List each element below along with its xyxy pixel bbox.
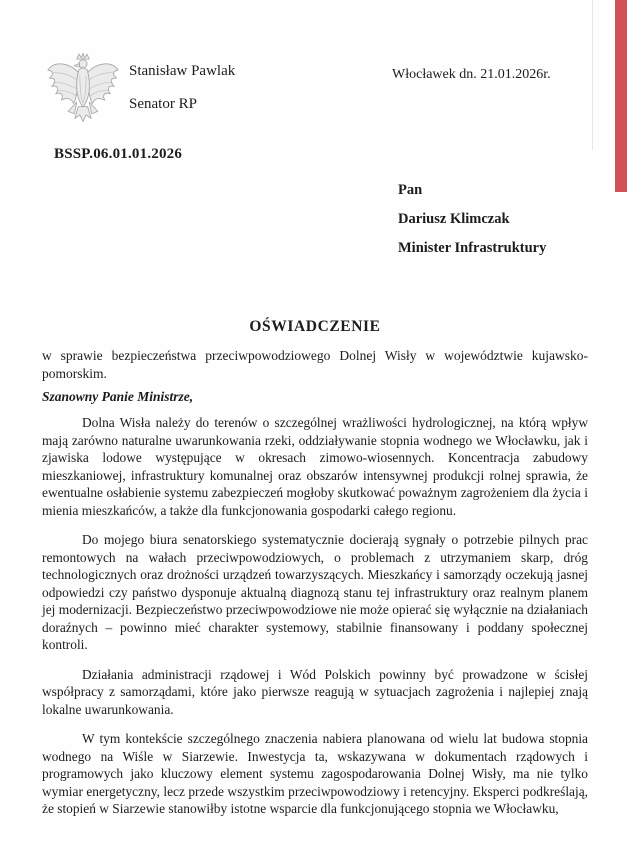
recipient-salutation-line: Pan xyxy=(398,182,423,198)
red-margin-stripe xyxy=(615,0,627,192)
recipient-name: Dariusz Klimczak xyxy=(398,211,510,227)
reference-number: BSSP.06.01.01.2026 xyxy=(54,146,183,162)
body-paragraph: Działania administracji rządowej i Wód Polskich powinny być prowadzone w ścisłej współpracy z samorządami, które jako pierwsze reagują w sytuacjach zagrożenia i najlepiej znają lokalne uwarunkowania. xyxy=(42,666,588,717)
polish-eagle-coat-of-arms-icon xyxy=(44,52,122,138)
eagle-right-wing xyxy=(88,64,118,104)
letter-body xyxy=(42,414,588,830)
eagle-left-leg xyxy=(68,102,77,114)
body-paragraph: Dolna Wisła należy do terenów o szczególnej wrażliwości hydrologicznej, na którą wpływ mają zarówno naturalne uwarunkowania rzeki, oddziaływanie stopnia wodnego we Włocławku, jak i zjawiska lodowe występujące w okresach zimowo-wiosennych. Koncentracja zabudowy mieszkaniowej, infrastruktury komunalnej oraz obszarów intensywnej produkcji rolnej sprawia, że ewentualne osłabienie systemu zabezpieczeń mogłoby skutkować poważnym zagrożeniem dla życia i mienia mieszkańców, a także dla funkcjonowania gospodarki całego regionu. xyxy=(42,415,588,518)
eagle-tail xyxy=(75,107,91,122)
place-and-date: Włocławek dn. 21.01.2026r. xyxy=(392,67,551,82)
subject-line: w sprawie bezpieczeństwa przeciwpowodziowego Dolnej Wisły w województwie kujawsko-pomorskim. xyxy=(42,348,588,381)
body-paragraph: Do mojego biura senatorskiego systematycznie docierają sygnały o potrzebie pilnych prac remontowych na wałach przeciwpowodziowych, o problemach z utrzymaniem skarp, dróg technologicznych oraz drożności urządzeń towarzyszących. Mieszkańcy i samorządy oczekują jasnej odpowiedzi czy państwo dysponuje aktualną diagnozą stanu tej infrastruktury oraz realnym planem jej modernizacji. Bezpieczeństwo przeciwpowodziowe nie może opierać się wyłącznie na działaniach doraźnych – powinno mieć charakter systemowy, stabilnie finansowany i poddany społecznej kontroli. xyxy=(42,532,588,652)
recipient-position: Minister Infrastruktury xyxy=(398,240,547,256)
eagle-left-wing xyxy=(48,64,78,104)
document-heading: OŚWIADCZENIE xyxy=(249,318,381,335)
salutation: Szanowny Panie Ministrze, xyxy=(42,389,194,404)
eagle-head xyxy=(79,60,87,68)
eagle-right-leg xyxy=(89,102,98,114)
sender-title: Senator RP xyxy=(129,96,197,112)
recipient-block xyxy=(398,176,546,263)
sender-name: Stanisław Pawlak xyxy=(129,63,236,79)
eagle-body xyxy=(77,68,90,107)
scan-artifact-line xyxy=(592,0,593,150)
eagle-beak xyxy=(74,63,79,67)
eagle-crown xyxy=(77,53,89,59)
body-paragraph: W tym kontekście szczególnego znaczenia nabiera planowana od wielu lat budowa stopnia wodnego na Wiśle w Siarzewie. Inwestycja ta, wskazywana w dokumentach rządowych i programowych jako kluczowy element systemu zagospodarowania Dolnej Wisły, ma nie tylko wymiar energetyczny, lecz przede wszystkim przeciwpowodziowy i retencyjny. Eksperci podkreślają, że stopień w Siarzewie stanowiłby istotne wsparcie dla funkcjonującego stopnia we Włocławku, xyxy=(42,731,588,816)
